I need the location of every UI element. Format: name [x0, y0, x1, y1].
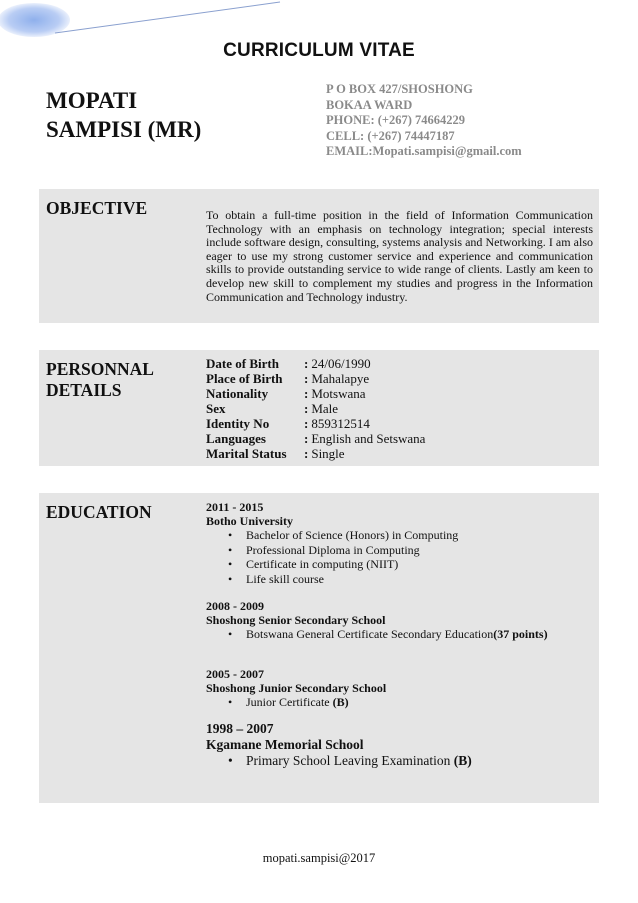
objective-section — [39, 189, 599, 323]
detail-label: Sex — [206, 401, 226, 416]
detail-value: Single — [311, 446, 345, 461]
education-school: Shoshong Junior Secondary School — [206, 680, 387, 695]
detail-row: Sex : Male — [206, 401, 339, 416]
personal-heading-line-2: DETAILS — [46, 380, 122, 400]
qualification-item: • Junior Certificate (B) — [206, 695, 593, 710]
detail-value: English and Setswana — [311, 431, 426, 446]
detail-value: Motswana — [311, 386, 366, 401]
education-school: Botho University — [206, 514, 293, 528]
education-section — [39, 493, 599, 803]
detail-row: Languages : English and Setswana — [206, 431, 426, 446]
qualification-list — [206, 753, 593, 769]
qualification-item: • Life skill course — [206, 572, 593, 587]
qualification-list — [206, 528, 593, 586]
personal-details-heading — [46, 359, 154, 401]
name-line-2: SAMPISI (MR) — [46, 117, 202, 142]
education-school: Kgamane Memorial School — [206, 736, 364, 752]
objective-heading: OBJECTIVE — [46, 198, 148, 218]
personal-details-list — [206, 356, 593, 461]
personal-heading-line-1: PERSONNAL — [46, 359, 154, 379]
qualification-item: • Primary School Leaving Examination (B) — [206, 753, 593, 769]
detail-value: Mahalapye — [311, 371, 370, 386]
detail-label: Marital Status — [206, 446, 287, 461]
name-line-1: MOPATI — [46, 88, 138, 113]
detail-label: Languages — [206, 431, 266, 446]
education-entry — [206, 599, 593, 642]
education-years: 1998 – 2007 — [206, 720, 274, 736]
education-heading: EDUCATION — [46, 502, 152, 522]
education-years: 2005 - 2007 — [206, 666, 264, 681]
education-entry — [206, 667, 593, 710]
detail-row: Nationality : Motswana — [206, 386, 366, 401]
footer-text: mopati.sampisi@2017 — [262, 851, 376, 865]
education-list — [206, 500, 593, 769]
detail-row: Identity No : 859312514 — [206, 416, 370, 431]
cell-number: CELL: (+267) 74447187 — [326, 128, 455, 143]
detail-row: Place of Birth : Mahalapye — [206, 371, 370, 386]
detail-value: 859312514 — [311, 416, 370, 431]
detail-value: 24/06/1990 — [311, 356, 371, 371]
detail-row: Date of Birth : 24/06/1990 — [206, 356, 371, 371]
qualification-list — [206, 695, 593, 710]
qualification-list — [206, 627, 593, 642]
email-address: EMAIL:Mopati.sampisi@gmail.com — [326, 144, 522, 159]
education-school: Shoshong Senior Secondary School — [206, 613, 386, 628]
objective-text: To obtain a full-time position in the field of Information Communication Technology with an emphasis on technology integration; special interests include software design, consulting, systems analysis and Networking. I am also eager to use my strong customer service and experience and communication skills to provide outstanding service to wide range of clients. Lastly am keen to develop new skill to complement my studies and progress in the Information Communication and Technology industry. — [206, 208, 593, 304]
qualification-item: • Certificate in computing (NIIT) — [206, 557, 593, 572]
education-entry — [206, 500, 593, 586]
detail-label: Date of Birth — [206, 356, 279, 371]
education-entry — [206, 721, 593, 769]
detail-row: Marital Status : Single — [206, 446, 345, 461]
qualification-item: • Botswana General Certificate Secondary Education(37 points) — [206, 627, 593, 642]
detail-value: Male — [311, 401, 339, 416]
detail-label: Place of Birth — [206, 371, 283, 386]
candidate-name — [46, 86, 201, 144]
qualification-item: • Bachelor of Science (Honors) in Computing — [206, 528, 593, 543]
contact-block — [326, 82, 522, 160]
address-line-1: P O BOX 427/SHOSHONG — [326, 82, 473, 96]
qualification-item: • Professional Diploma in Computing — [206, 543, 593, 558]
phone-number: PHONE: (+267) 74664229 — [326, 113, 466, 128]
detail-label: Nationality — [206, 386, 269, 401]
education-years: 2011 - 2015 — [206, 500, 264, 514]
education-years: 2008 - 2009 — [206, 599, 264, 614]
detail-label: Identity No — [206, 416, 270, 431]
page-title: CURRICULUM VITAE — [223, 40, 415, 61]
personal-details-section — [39, 350, 599, 466]
address-line-2: BOKAA WARD — [326, 97, 413, 112]
